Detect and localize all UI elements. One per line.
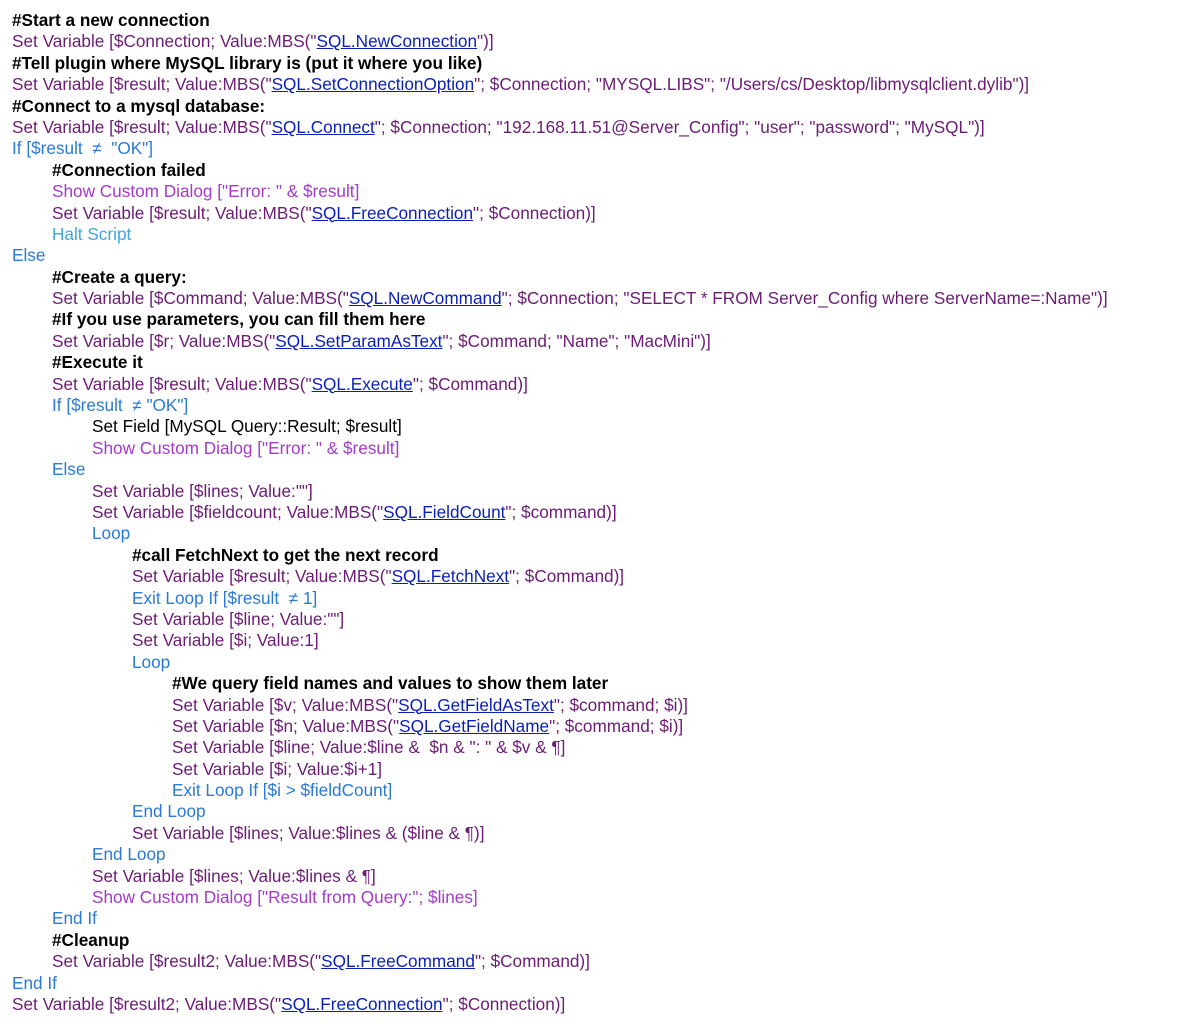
script-step-step[interactable] [0, 481, 1200, 502]
script-step-control[interactable] [0, 844, 1200, 865]
script-step-dialog[interactable] [0, 438, 1200, 459]
step-text: "; $Connection)] [442, 993, 566, 1014]
step-text: #Execute it [52, 352, 143, 373]
function-link[interactable]: SQL.SetConnectionOption [271, 74, 475, 95]
step-text: Loop [132, 651, 171, 672]
script-step-step[interactable] [0, 502, 1200, 523]
script-step-step[interactable] [0, 716, 1200, 737]
script-step-step[interactable] [0, 951, 1200, 972]
script-step-halt[interactable] [0, 224, 1200, 245]
step-text: "; $Command)] [509, 566, 625, 587]
script-step-control[interactable] [0, 523, 1200, 544]
step-text: Set Variable [$fieldcount; Value:MBS(" [92, 501, 384, 522]
script-step-step[interactable] [0, 117, 1200, 138]
step-text: Set Variable [$lines; Value:$lines & ¶] [92, 865, 376, 886]
step-text: Set Variable [$line; Value:$line & $n & ": " & $v & ¶] [172, 737, 566, 758]
step-text: Halt Script [52, 223, 132, 244]
function-link[interactable]: SQL.Execute [311, 373, 413, 394]
step-text: #Tell plugin where MySQL library is (put it where you like) [12, 52, 483, 73]
script-step-step[interactable] [0, 31, 1200, 52]
script-step-comment[interactable] [0, 545, 1200, 566]
script-step-comment[interactable] [0, 160, 1200, 181]
script-step-comment[interactable] [0, 309, 1200, 330]
script-step-step[interactable] [0, 609, 1200, 630]
step-text: Set Variable [$line; Value:""] [132, 608, 345, 629]
script-step-step[interactable] [0, 994, 1200, 1015]
step-text: Set Variable [$i; Value:$i+1] [172, 758, 383, 779]
step-text: Else [12, 245, 46, 266]
step-text: Set Variable [$lines; Value:$lines & ($line & ¶)] [132, 822, 485, 843]
script-step-step[interactable] [0, 374, 1200, 395]
step-text: Set Variable [$result; Value:MBS(" [52, 202, 312, 223]
script-step-step[interactable] [0, 288, 1200, 309]
step-text: "; $Connection)] [473, 202, 596, 223]
script-step-control[interactable] [0, 973, 1200, 994]
script-step-comment[interactable] [0, 267, 1200, 288]
step-text: End If [12, 972, 57, 993]
step-text: Set Variable [$lines; Value:""] [92, 480, 313, 501]
script-step-step[interactable] [0, 866, 1200, 887]
step-text: Loop [92, 523, 131, 544]
function-link[interactable]: SQL.FreeConnection [281, 993, 443, 1014]
step-text: #We query field names and values to show them later [172, 673, 609, 694]
step-text: Set Variable [$result2; Value:MBS(" [12, 993, 282, 1014]
step-text: "; $Command)] [474, 951, 590, 972]
step-text: #Cleanup [52, 929, 130, 950]
function-link[interactable]: SQL.FreeConnection [311, 202, 474, 223]
step-text: "; $Connection; "SELECT * FROM Server_Config where ServerName=:Name")] [501, 288, 1108, 309]
step-text: "; $command)] [505, 501, 617, 522]
step-text: Set Variable [$result; Value:MBS(" [12, 116, 272, 137]
script-step-control[interactable] [0, 395, 1200, 416]
script-step-comment[interactable] [0, 673, 1200, 694]
script-step-control[interactable] [0, 780, 1200, 801]
step-text: Set Variable [$Connection; Value:MBS(" [12, 31, 317, 52]
step-text: If [$result ≠ "OK"] [52, 395, 189, 416]
script-step-control[interactable] [0, 652, 1200, 673]
step-text: End Loop [132, 801, 206, 822]
step-text: End Loop [92, 844, 166, 865]
script-step-step[interactable] [0, 74, 1200, 95]
script-step-step[interactable] [0, 737, 1200, 758]
step-text: Set Variable [$v; Value:MBS(" [172, 694, 399, 715]
script-step-control[interactable] [0, 138, 1200, 159]
step-text: Set Variable [$n; Value:MBS(" [172, 715, 400, 736]
script-step-step[interactable] [0, 695, 1200, 716]
function-link[interactable]: SQL.GetFieldAsText [398, 694, 554, 715]
function-link[interactable]: SQL.NewCommand [348, 288, 502, 309]
step-text: Show Custom Dialog ["Error: " & $result] [92, 437, 400, 458]
function-link[interactable]: SQL.SetParamAsText [275, 330, 443, 351]
step-text: Set Variable [$Command; Value:MBS(" [52, 288, 349, 309]
function-link[interactable]: SQL.NewConnection [316, 31, 478, 52]
step-text: "; $command; $i)] [553, 694, 688, 715]
step-text: #Connect to a mysql database: [12, 95, 266, 116]
step-text: If [$result ≠ "OK"] [12, 138, 154, 159]
step-text: Exit Loop If [$result ≠ 1] [132, 587, 318, 608]
script-step-control[interactable] [0, 245, 1200, 266]
step-text: #If you use parameters, you can fill them here [52, 309, 426, 330]
step-text: Show Custom Dialog ["Result from Query:"; $lines] [92, 887, 478, 908]
step-text: ")] [477, 31, 494, 52]
function-link[interactable]: SQL.GetFieldName [399, 715, 550, 736]
step-text: #Connection failed [52, 159, 206, 180]
step-text: Set Variable [$result; Value:MBS(" [52, 373, 312, 394]
step-text: Set Variable [$result; Value:MBS(" [132, 566, 392, 587]
function-link[interactable]: SQL.FieldCount [383, 501, 506, 522]
step-text: Show Custom Dialog ["Error: " & $result] [52, 181, 360, 202]
step-text: End If [52, 908, 97, 929]
step-text: "; $command; $i)] [549, 715, 684, 736]
step-text: Set Field [MySQL Query::Result; $result] [92, 416, 402, 437]
script-step-step[interactable] [0, 203, 1200, 224]
script-step-dialog[interactable] [0, 887, 1200, 908]
script-step-control[interactable] [0, 908, 1200, 929]
script-step-step[interactable] [0, 331, 1200, 352]
script-step-dialog[interactable] [0, 181, 1200, 202]
step-text: #call FetchNext to get the next record [132, 544, 439, 565]
step-text: Exit Loop If [$i > $fieldCount] [172, 780, 393, 801]
script-step-step[interactable] [0, 566, 1200, 587]
script-step-control[interactable] [0, 459, 1200, 480]
step-text: Set Variable [$r; Value:MBS(" [52, 330, 276, 351]
script-step-step[interactable] [0, 630, 1200, 651]
step-text: Else [52, 459, 86, 480]
step-text: Set Variable [$i; Value:1] [132, 630, 319, 651]
script-step-comment[interactable] [0, 53, 1200, 74]
step-text: "; $Connection; "192.168.11.51@Server_Config"; "user"; "password"; "MySQL")] [374, 116, 985, 137]
function-link[interactable]: SQL.FreeCommand [321, 951, 475, 972]
step-text: Set Variable [$result; Value:MBS(" [12, 74, 272, 95]
script-step-comment[interactable] [0, 352, 1200, 373]
step-text: "; $Command; "Name"; "MacMini")] [442, 330, 711, 351]
step-text: #Start a new connection [12, 10, 210, 30]
script-step-step[interactable] [0, 823, 1200, 844]
function-link[interactable]: SQL.Connect [271, 116, 375, 137]
function-link[interactable]: SQL.FetchNext [391, 566, 510, 587]
script-step-comment[interactable] [0, 10, 1200, 31]
step-text: Set Variable [$result2; Value:MBS(" [52, 951, 322, 972]
script-step-plain[interactable] [0, 416, 1200, 437]
step-text: #Create a query: [52, 266, 187, 287]
script-step-control[interactable] [0, 801, 1200, 822]
script-step-control[interactable] [0, 588, 1200, 609]
script-step-comment[interactable] [0, 96, 1200, 117]
step-text: "; $Command)] [412, 373, 528, 394]
step-text: "; $Connection; "MYSQL.LIBS"; "/Users/cs/Desktop/libmysqlclient.dylib")] [474, 74, 1030, 95]
script-step-step[interactable] [0, 759, 1200, 780]
script-step-comment[interactable] [0, 930, 1200, 951]
